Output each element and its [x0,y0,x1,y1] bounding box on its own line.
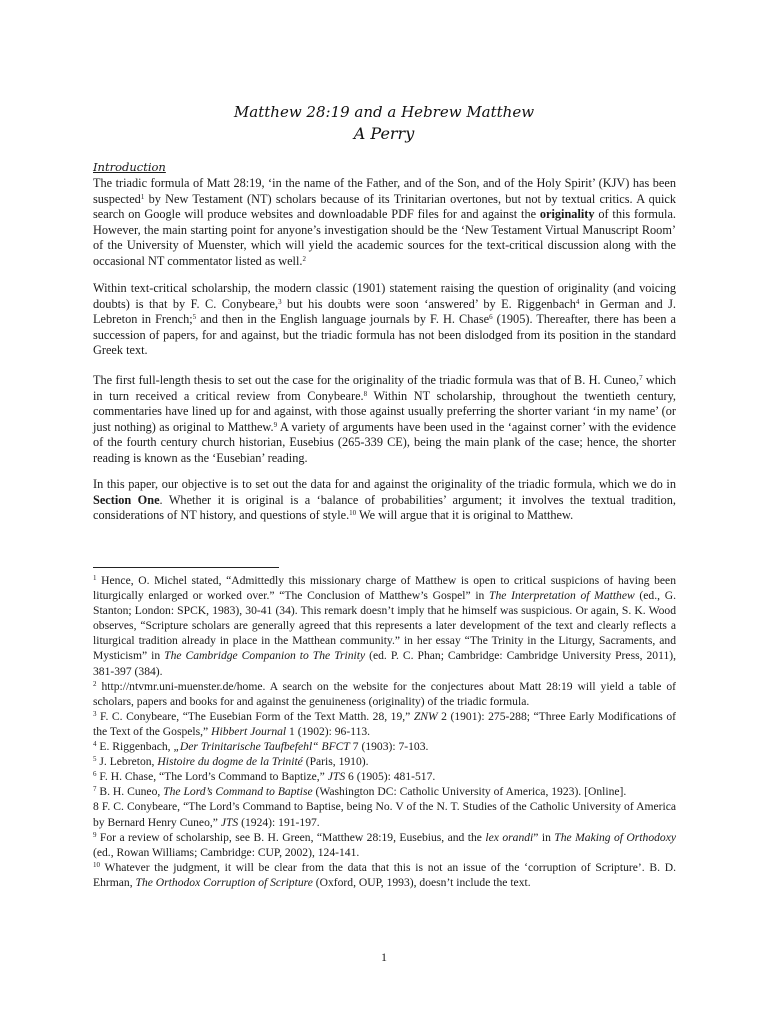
document-title: Matthew 28:19 and a Hebrew Matthew [233,103,535,121]
section-heading-introduction: Introduction [93,160,166,174]
footnote-ref-2: 2 [302,254,306,263]
footnote-3: $^3$ F. C. Conybeare, “The Eusebian Form of the Text Matth. 28, 19,” ZNW 2 (1901): 275-288; “Three Early Modifications of the Text of the Gospels,” Hibbert Journal 1 (1902): 96-113. [93,709,676,738]
document-author: A Perry [353,124,415,143]
footnote-8: 8 F. C. Conybeare, “The Lord’s Command to Baptise, being No. V of the N. T. Studies of the Catholic University of America by Bernard Henry Cuneo,” JTS (1924): 191-197. [93,800,676,829]
footnote-ref-3: 3 [278,297,282,306]
footnote-ref-1: 1 [140,192,145,201]
footnote-9: $^9$ For a review of scholarship, see B. H. Green, “Matthew 28:19, Eusebius, and the lex orandi” in The Making of Orthodoxy (ed., Rowan Williams; Cambridge: CUP, 2002), 124-141. [93,830,676,859]
footnote-7: $^7$ B. H. Cuneo, The Lord’s Command to Baptise (Washington DC: Catholic University of America, 1923). [Online]. [93,785,627,799]
ntvmr-link[interactable]: http://ntvmr.uni-muenster.de/home [101,679,263,693]
footnote-ref-4: 4 [575,297,580,306]
section-one-ref: Section One [93,492,160,507]
footnote-ref-7: 7 [639,374,643,382]
footnote-ref-6: 6 [489,313,493,322]
footnote-4: $^4$ E. Riggenbach, „Der Trinitarische Taufbefehl“ BFCT 7 (1903): 7-103. [93,740,429,754]
footnote-6: $^6$ F. H. Chase, “The Lord’s Command to Baptize,” JTS 6 (1905): 481-517. [93,770,436,784]
footnote-separator [93,567,279,568]
footnote-ref-5: 5 [192,313,197,322]
footnote-ref-10: 10 [349,509,357,518]
footnote-5: $^5$ J. Lebreton, Histoire du dogme de la Trinité (Paris, 1910). [93,755,369,769]
footnote-ref-9: 9 [273,420,278,429]
footnote-2: $^2$ http://ntvmr.uni-muenster.de/home. A search on the website for the conjectures about Matt 28:19 will yield a table of scholars, papers and books for and against the genuineness (originality) of the triadic formula. [93,679,676,708]
page-number: 1 [381,950,387,964]
paragraph-2: Within text-critical scholarship, the modern classic (1901) statement raising the question of originality (and voicing doubts) is that by F. C. Conybeare,$^3$ but his doubts were soon ‘answered’ by E. Riggenbach$^4$ in German and J. Lebreton in French;$^5$ and then in the English language journals by F. H. Chase$^6$ (1905). Thereafter, there has been a succession of papers, for and against, but the triadic formula has not been dislodged from its position in the standard Greek text. [93,281,677,358]
bold-term: originality [539,207,595,222]
paragraph-3: The first full-length thesis to set out the case for the originality of the triadic formula was that of B. H. Cuneo,$^7$ which in turn received a critical review from Conybeare.$^8$ Within NT scholarship, throughout the twentieth century, commentaries have lined up for and against, with those against usually preferring the shorter variant ‘in my name’ (or just nothing) as original to Matthew.$^9$ A variety of arguments have been used in the ‘against corner’ with the evidence of the fourth century church historian, Eusebius (265-339 CE), being the main plank of the case; hence, the shorter reading is known as the ‘Eusebian’ reading. [93,373,676,465]
footnote-1: $^1$ Hence, O. Michel stated, “Admittedly this missionary charge of Matthew is open to critical suspicions of having been liturgically enlarged or worked over.” “The Conclusion of Matthew’s Gospel” in The Interpretation of Matthew (ed., G. Stanton; London: SPCK, 1983), 30-41 (34). This remark doesn’t imply that he himself was suspicious. Or again, S. K. Wood observes, “Scripture scholars are generally agreed that this represents a later development of the text and clearly reflects a liturgical tradition already in place in the Matthean community.” in her essay “The Trinity in the Liturgy, Sacraments, and Mysticism” in The Cambridge Companion to The Trinity (ed. P. C. Phan; Cambridge: Cambridge University Press, 2011), 381-397 (384). [93,574,676,678]
paragraph-4: In this paper, our objective is to set out the data for and against the originality of the triadic formula, which we do in Section One. Whether it is original is a ‘balance of probabilities’ argument; it involves the textual tradition, considerations of NT history, and questions of style.$^{10}$ We will argue that it is original to Matthew. [93,477,676,523]
footnote-ref-8: 8 [363,389,368,398]
paragraph-1: The triadic formula of Matt 28:19, ‘in the name of the Father, and of the Son, and of the Holy Spirit’ (KJV) has been suspected$^1$ by New Testament (NT) scholars because of its Trinitarian overtones, but not by textual critics. A quick search on Google will produce websites and downloadable PDF files for and against the originality of this formula. However, the main starting point for anyone’s investigation should be the ‘New Testament Virtual Manuscript Room’ of the University of Muenster, which will yield the academic sources for the text-critical discussion along with the occasional NT commentator listed as well.$^2$ [93,176,677,268]
footnotes [93,573,676,890]
footnote-10: $^{10}$ Whatever the judgment, it will be clear from the data that this is not an issue of the ‘corruption of Scripture’. B. D. Ehrman, The Orthodox Corruption of Scripture (Oxford, OUP, 1993), doesn’t include the text. [93,860,676,889]
